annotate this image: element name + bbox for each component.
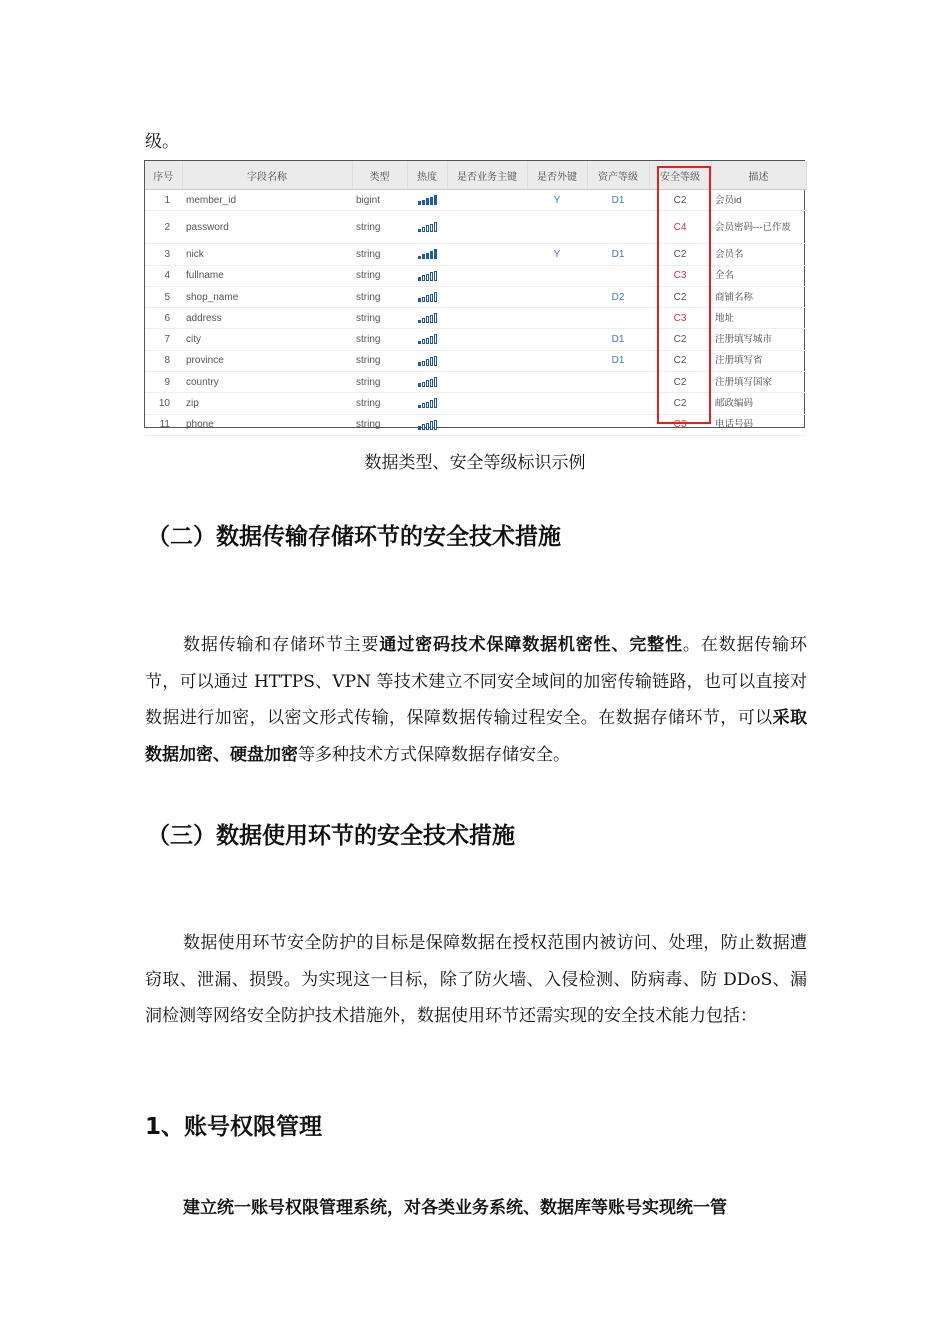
cell-name: province <box>182 350 352 371</box>
cell-type: string <box>352 308 407 329</box>
heat-bars-icon <box>418 313 437 323</box>
bold-phrase: 通过密码技术保障数据机密性、完整性 <box>379 635 683 655</box>
cell-desc: 会员id <box>711 190 806 211</box>
para-text: 数据传输和存储环节主要 <box>183 635 380 655</box>
table-caption: 数据类型、安全等级标识示例 <box>364 453 586 473</box>
cell-fk <box>527 211 587 244</box>
cell-sec: C2 <box>649 244 711 265</box>
cell-type: string <box>352 393 407 414</box>
cell-pk <box>447 190 527 211</box>
cell-name: phone <box>182 414 352 435</box>
column-header: 热度 <box>407 161 447 190</box>
cell-fk <box>527 350 587 371</box>
cell-type: string <box>352 414 407 435</box>
cell-name: shop_name <box>182 286 352 307</box>
column-header: 资产等级 <box>587 161 649 190</box>
cell-sec: C3 <box>649 308 711 329</box>
cell-fk <box>527 308 587 329</box>
cell-pk <box>447 329 527 350</box>
cell-asset: D2 <box>587 286 649 307</box>
table-row <box>145 190 806 211</box>
cell-asset <box>587 393 649 414</box>
cell-fk: Y <box>527 244 587 265</box>
table-row <box>145 414 806 435</box>
cell-type: string <box>352 329 407 350</box>
cell-n: 8 <box>145 350 182 371</box>
cell-asset <box>587 414 649 435</box>
text-fragment: 级。 <box>145 132 179 152</box>
heat-bars-icon <box>418 195 437 205</box>
cell-desc: 地址 <box>711 308 806 329</box>
cell-n: 7 <box>145 329 182 350</box>
table-row <box>145 211 806 244</box>
cell-asset: D1 <box>587 329 649 350</box>
cell-asset <box>587 211 649 244</box>
cell-type: string <box>352 350 407 371</box>
heat-bars-icon <box>418 292 437 302</box>
cell-fk <box>527 286 587 307</box>
cell-desc: 注册填写省 <box>711 350 806 371</box>
cell-sec: C3 <box>649 414 711 435</box>
section3-paragraph: 数据使用环节安全防护的目标是保障数据在授权范围内被访问、处理，防止数据遭窃取、泄漏、损毁。为实现这一目标，除了防火墙、入侵检测、防病毒、防 DDoS、漏洞检测等网络安全防护技术措施外，数据使用环节还需实现的安全技术能力包括： <box>145 933 807 1026</box>
cell-heat <box>407 244 447 265</box>
column-header: 安全等级 <box>649 161 711 190</box>
cell-n: 3 <box>145 244 182 265</box>
section-heading-3: （三）数据使用环节的安全技术措施 <box>147 823 515 849</box>
heat-bars-icon <box>418 356 437 366</box>
cell-pk <box>447 393 527 414</box>
column-header: 序号 <box>145 161 182 190</box>
cell-pk <box>447 350 527 371</box>
cell-heat <box>407 414 447 435</box>
heat-bars-icon <box>418 398 437 408</box>
cell-name: country <box>182 372 352 393</box>
cell-asset: D1 <box>587 190 649 211</box>
table-header-row <box>145 161 806 190</box>
cell-asset <box>587 372 649 393</box>
cell-heat <box>407 308 447 329</box>
para-text: 等多种技术方式保障数据存储安全。 <box>298 744 570 765</box>
cell-name: password <box>182 211 352 244</box>
cell-n: 4 <box>145 265 182 286</box>
cell-pk <box>447 286 527 307</box>
cell-sec: C2 <box>649 329 711 350</box>
cell-type: string <box>352 372 407 393</box>
cell-name: fullname <box>182 265 352 286</box>
heat-bars-icon <box>418 222 437 232</box>
cell-name: zip <box>182 393 352 414</box>
section2-paragraph <box>145 627 807 773</box>
table-row <box>145 244 806 265</box>
cell-pk <box>447 372 527 393</box>
cell-sec: C2 <box>649 286 711 307</box>
heat-bars-icon <box>418 271 437 281</box>
table-row <box>145 308 806 329</box>
cell-pk <box>447 308 527 329</box>
cell-heat <box>407 265 447 286</box>
cell-fk <box>527 372 587 393</box>
cell-name: nick <box>182 244 352 265</box>
cell-type: string <box>352 244 407 265</box>
cell-pk <box>447 211 527 244</box>
cell-name: member_id <box>182 190 352 211</box>
data-table <box>144 160 805 431</box>
cell-desc: 会员密码---已作废 <box>711 211 806 244</box>
cell-pk <box>447 244 527 265</box>
cell-fk <box>527 414 587 435</box>
cell-desc: 商铺名称 <box>711 286 806 307</box>
cell-sec: C3 <box>649 265 711 286</box>
column-header: 是否业务主键 <box>447 161 527 190</box>
table-row <box>145 393 806 414</box>
cell-asset <box>587 308 649 329</box>
cell-type: string <box>352 265 407 286</box>
heat-bars-icon <box>418 249 437 259</box>
cell-sec: C2 <box>649 190 711 211</box>
cell-heat <box>407 190 447 211</box>
cell-pk <box>447 414 527 435</box>
cell-desc: 注册填写国家 <box>711 372 806 393</box>
cell-sec: C2 <box>649 393 711 414</box>
section-heading-4: 1、账号权限管理 <box>145 1114 323 1140</box>
cell-type: string <box>352 211 407 244</box>
cell-sec: C4 <box>649 211 711 244</box>
cell-desc: 邮政编码 <box>711 393 806 414</box>
cell-n: 11 <box>145 414 182 435</box>
table-row <box>145 265 806 286</box>
cell-desc: 注册填写城市 <box>711 329 806 350</box>
para-text: 。在数据传输环节，可以通过 HTTPS、VPN 等技术建立不同安全域间的加密传输链路，也可以直接对数据进行加密，以密文形式传输，保障数据传输过程安全。在数据存储环节，可以 <box>145 635 808 728</box>
cell-fk <box>527 393 587 414</box>
column-header: 类型 <box>352 161 407 190</box>
cell-name: city <box>182 329 352 350</box>
cell-n: 6 <box>145 308 182 329</box>
cell-type: string <box>352 286 407 307</box>
cell-desc: 会员名 <box>711 244 806 265</box>
cell-asset <box>587 265 649 286</box>
cell-asset: D1 <box>587 350 649 371</box>
cell-sec: C2 <box>649 350 711 371</box>
cell-heat <box>407 286 447 307</box>
table-row <box>145 372 806 393</box>
table-row <box>145 286 806 307</box>
cell-name: address <box>182 308 352 329</box>
cell-n: 2 <box>145 211 182 244</box>
cell-n: 1 <box>145 190 182 211</box>
cell-heat <box>407 393 447 414</box>
cell-heat <box>407 211 447 244</box>
cell-type: bigint <box>352 190 407 211</box>
cell-heat <box>407 350 447 371</box>
cell-desc: 电话号码 <box>711 414 806 435</box>
cell-pk <box>447 265 527 286</box>
section4-paragraph: 建立统一账号权限管理系统，对各类业务系统、数据库等账号实现统一管 <box>183 1198 727 1218</box>
column-header: 描述 <box>711 161 806 190</box>
bold-phrase: 采取数据加密、硬盘加密 <box>145 708 808 765</box>
cell-heat <box>407 329 447 350</box>
heat-bars-icon <box>418 377 437 387</box>
section-heading-2: （二）数据传输存储环节的安全技术措施 <box>147 524 561 550</box>
cell-fk: Y <box>527 190 587 211</box>
cell-n: 9 <box>145 372 182 393</box>
heat-bars-icon <box>418 334 437 344</box>
table-row <box>145 350 806 371</box>
cell-fk <box>527 265 587 286</box>
column-header: 是否外键 <box>527 161 587 190</box>
cell-heat <box>407 372 447 393</box>
column-header: 字段名称 <box>182 161 352 190</box>
cell-fk <box>527 329 587 350</box>
cell-sec: C2 <box>649 372 711 393</box>
cell-desc: 全名 <box>711 265 806 286</box>
cell-n: 10 <box>145 393 182 414</box>
cell-n: 5 <box>145 286 182 307</box>
cell-asset: D1 <box>587 244 649 265</box>
table-row <box>145 329 806 350</box>
heat-bars-icon <box>418 420 437 430</box>
